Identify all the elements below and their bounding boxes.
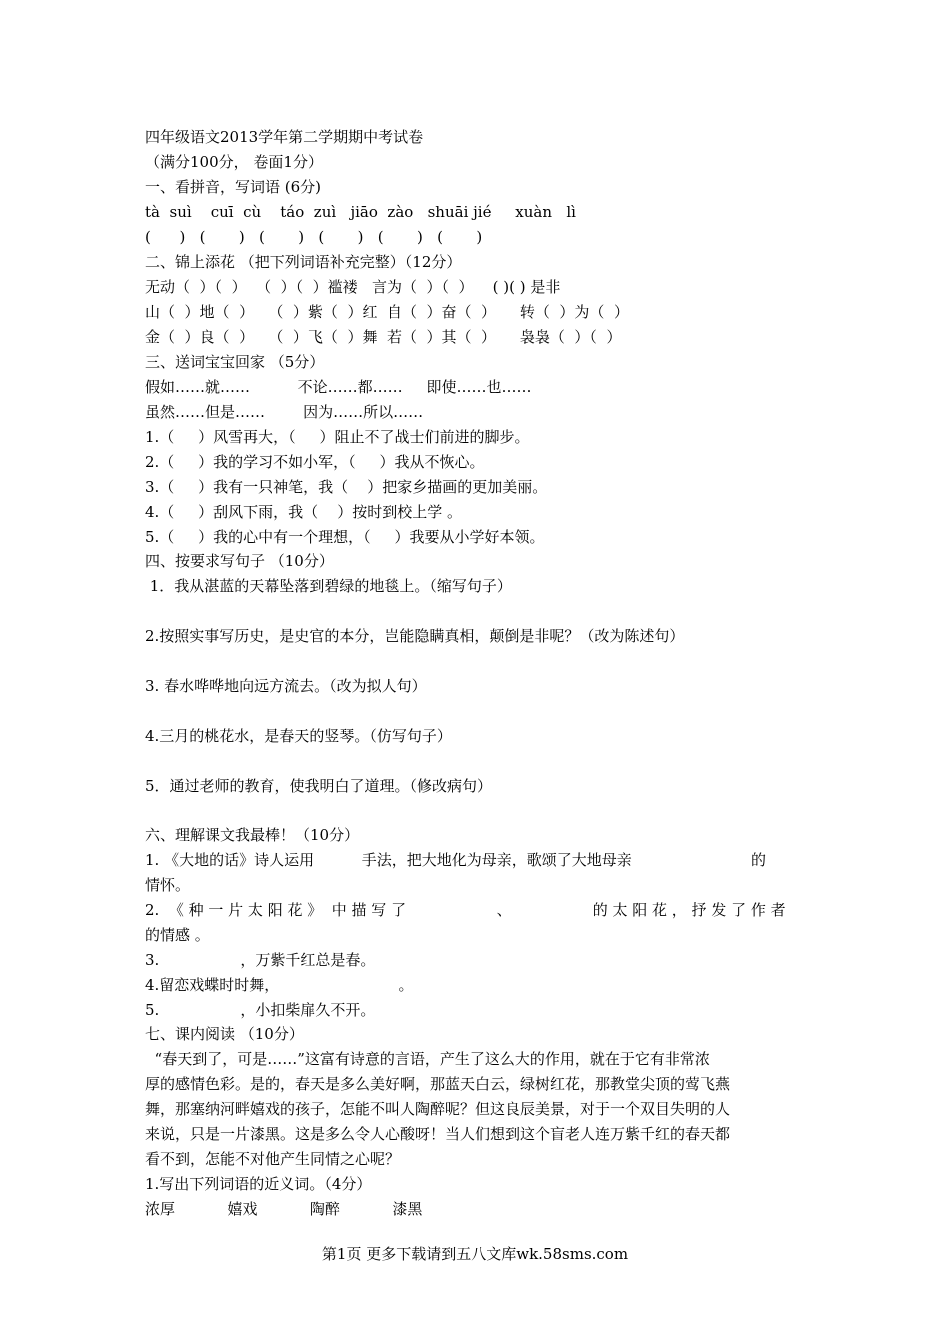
section6-heading: 六、理解课文我最棒！（10分） bbox=[145, 826, 360, 844]
question: 3. 春水哗哗地向远方流去。（改为拟人句） bbox=[145, 677, 427, 695]
pinyin-line: tà suì cuī cù táo zuì jiāo zào shuāi jié xuàn lì bbox=[145, 203, 576, 221]
question: 2.按照实事写历史，是史官的本分，岂能隐瞒真相，颠倒是非呢？（改为陈述句） bbox=[145, 627, 685, 645]
section4-heading: 四、按要求写句子 （10分） bbox=[145, 552, 334, 570]
question: 1.写出下列词语的近义词。（4分） bbox=[145, 1175, 372, 1193]
score-note: （满分100分， 卷面1分） bbox=[145, 153, 323, 171]
question-continued: 情怀。 bbox=[145, 876, 191, 894]
question: 2.（ ）我的学习不如小军，（ ）我从不恢心。 bbox=[145, 453, 485, 471]
question: 1．我从湛蓝的天幕坠落到碧绿的地毯上。（缩写句子） bbox=[145, 577, 512, 595]
idiom-row: 无动（ ）（ ） （ ）（ ）褴褛 言为（ ）（ ） ( )( ) 是非 bbox=[145, 278, 561, 296]
reading-paragraph: 看不到，怎能不对他产生同情之心呢？ bbox=[145, 1150, 401, 1168]
exam-title: 四年级语文2013学年第二学期期中考试卷 bbox=[145, 128, 424, 146]
question: 3.（ ）我有一只神笔，我（ ）把家乡描画的更加美丽。 bbox=[145, 478, 548, 496]
question: 1. 《大地的话》诗人运用 手法，把大地化为母亲，歌颂了大地母亲 的 bbox=[145, 851, 766, 869]
reading-paragraph: 厚的感情色彩。是的，春天是多么美好啊，那蓝天白云，绿树红花，那教堂尖顶的莺飞燕 bbox=[145, 1075, 731, 1093]
reading-paragraph: 舞，那塞纳河畔嬉戏的孩子，怎能不叫人陶醉呢？但这良辰美景，对于一个双目失明的人 bbox=[145, 1100, 731, 1118]
word-bank: 虽然……但是…… 因为……所以…… bbox=[145, 403, 424, 421]
section7-heading: 七、课内阅读 （10分） bbox=[145, 1025, 304, 1043]
question: 1.（ ）风雪再大，（ ）阻止不了战士们前进的脚步。 bbox=[145, 428, 530, 446]
reading-paragraph: “春天到了，可是……”这富有诗意的言语，产生了这么大的作用，就在于它有非常浓 bbox=[145, 1050, 710, 1068]
question: 2. 《 种 一 片 太 阳 花 》 中 描 写 了 、 的 太 阳 花 ， 抒 发 了 作 者 bbox=[145, 901, 786, 919]
question: 4.（ ）刮风下雨，我（ ）按时到校上学 。 bbox=[145, 503, 462, 521]
question: 5. ，小扣柴扉久不开。 bbox=[145, 1001, 376, 1019]
idiom-row: 山（ ）地（ ） （ ）紫（ ）红 自（ ）奋（ ） 转（ ）为（ ） bbox=[145, 303, 629, 321]
reading-paragraph: 来说，只是一片漆黑。这是多么令人心酸呀！当人们想到这个盲老人连万紫千红的春天都 bbox=[145, 1125, 731, 1143]
page-footer: 第1页 更多下载请到五八文库wk.58sms.com bbox=[321, 1245, 629, 1263]
answer-blanks: ( ) ( ) ( ) ( ) ( ) ( ) bbox=[145, 228, 483, 246]
idiom-row: 金（ ）良（ ） （ ）飞（ ）舞 若（ ）其（ ） 袅袅（ ）（ ） bbox=[145, 328, 622, 346]
question: 3. ，万紫千红总是春。 bbox=[145, 951, 376, 969]
question: 5．通过老师的教育，使我明白了道理。（修改病句） bbox=[145, 777, 493, 795]
word-bank: 假如……就…… 不论……都…… 即使……也…… bbox=[145, 378, 532, 396]
question-continued: 的情感 。 bbox=[145, 926, 210, 944]
question: 4.三月的桃花水，是春天的竖琴。（仿写句子） bbox=[145, 727, 452, 745]
section1-heading: 一、看拼音，写词语 (6分) bbox=[145, 178, 322, 196]
question: 4.留恋戏蝶时时舞， 。 bbox=[145, 976, 414, 994]
word-list: 浓厚 嬉戏 陶醉 漆黑 bbox=[145, 1200, 423, 1218]
section2-heading: 二、锦上添花 （把下列词语补充完整）（12分） bbox=[145, 253, 462, 271]
section3-heading: 三、送词宝宝回家 （5分） bbox=[145, 353, 325, 371]
question: 5.（ ）我的心中有一个理想，（ ）我要从小学好本领。 bbox=[145, 528, 545, 546]
